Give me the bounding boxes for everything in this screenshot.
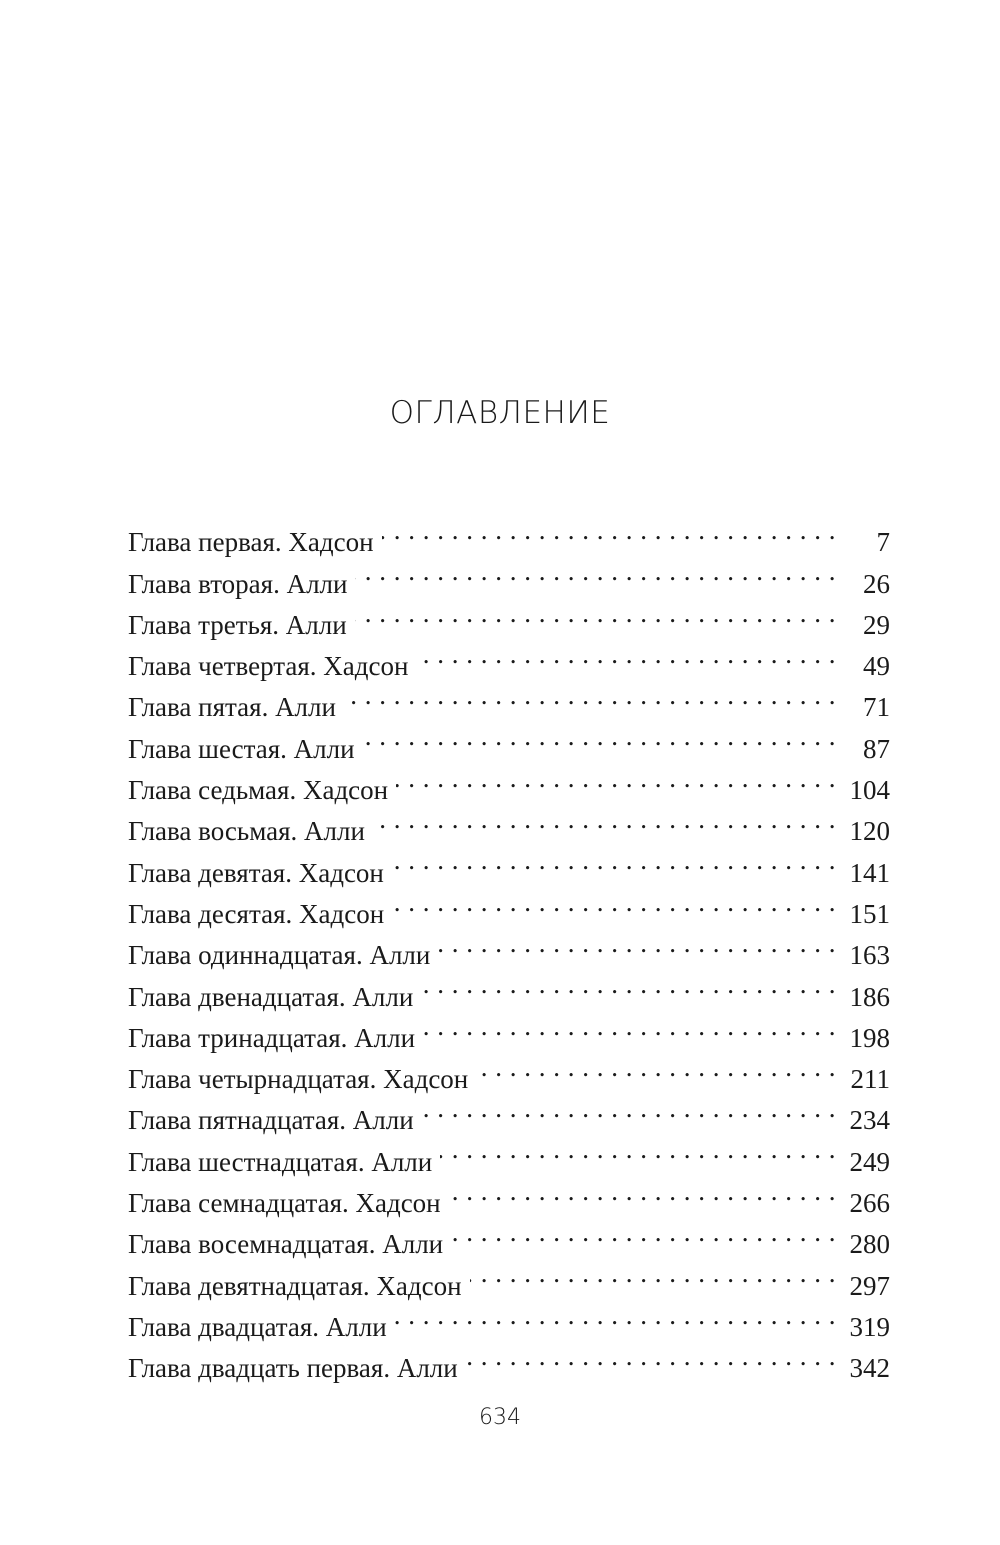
toc-entry-title: Глава пятнадцатая. Алли	[128, 1105, 414, 1136]
toc-entry-title: Глава восьмая. Алли	[128, 816, 365, 847]
toc-entry-page: 87	[863, 733, 890, 764]
dot-leader	[395, 1295, 836, 1336]
toc-entry-title: Глава первая. Хадсон	[128, 527, 374, 558]
dot-leader	[392, 882, 836, 923]
toc-entry-page: 319	[849, 1311, 890, 1342]
toc-entry-title: Глава шестнадцатая. Алли	[128, 1146, 433, 1177]
dot-leader	[451, 1212, 836, 1253]
toc-entry-title: Глава седьмая. Хадсон	[128, 775, 389, 806]
toc-entry-title: Глава девятнадцатая. Хадсон	[128, 1270, 462, 1301]
toc-entry-title: Глава третья. Алли	[128, 609, 347, 640]
toc-entry-title: Глава двадцать первая. Алли	[128, 1353, 458, 1384]
toc-entry-page: 211	[850, 1064, 890, 1095]
toc-entry-page: 163	[849, 940, 890, 971]
toc-entry-page: 342	[849, 1353, 890, 1384]
dot-leader	[392, 840, 836, 881]
dot-leader	[421, 964, 836, 1005]
toc-entry-page: 7	[876, 527, 890, 558]
dot-leader	[470, 1253, 836, 1294]
toc-entry-page: 234	[849, 1105, 890, 1136]
toc-entry-title: Глава четвертая. Хадсон	[128, 651, 409, 682]
toc-entry-page: 26	[863, 568, 890, 599]
dot-leader	[382, 510, 836, 551]
toc-entry-page: 29	[863, 609, 890, 640]
toc-entry-title: Глава девятая. Хадсон	[128, 857, 384, 888]
toc-entry-title: Глава одиннадцатая. Алли	[128, 940, 431, 971]
toc-entry	[128, 510, 890, 558]
dot-leader	[363, 716, 836, 757]
dot-leader	[466, 1336, 836, 1377]
toc-entry-title: Глава пятая. Алли	[128, 692, 336, 723]
dot-leader	[440, 1129, 836, 1170]
toc-entry-title: Глава тринадцатая. Алли	[128, 1022, 416, 1053]
dot-leader	[355, 593, 836, 634]
toc-entry-page: 71	[863, 692, 890, 723]
dot-leader	[423, 1006, 836, 1047]
toc-entry-page: 186	[849, 981, 890, 1012]
toc-entry-page: 151	[849, 898, 890, 929]
toc-entry-page: 297	[849, 1270, 890, 1301]
toc-entry-page: 266	[849, 1188, 890, 1219]
toc-entry-title: Глава вторая. Алли	[128, 568, 348, 599]
dot-leader	[449, 1171, 836, 1212]
page-number: 634	[479, 1405, 521, 1430]
toc-entry-title: Глава двенадцатая. Алли	[128, 981, 414, 1012]
toc-entry-page: 141	[849, 857, 890, 888]
toc-entry-title: Глава восемнадцатая. Алли	[128, 1229, 444, 1260]
toc-entry-page: 120	[849, 816, 890, 847]
table-of-contents	[128, 510, 890, 1384]
dot-leader	[373, 799, 836, 840]
dot-leader	[396, 758, 836, 799]
dot-leader	[476, 1047, 836, 1088]
toc-entry-title: Глава двадцатая. Алли	[128, 1311, 387, 1342]
toc-entry-page: 198	[849, 1022, 890, 1053]
dot-leader	[422, 1088, 836, 1129]
toc-entry-page: 249	[849, 1146, 890, 1177]
dot-leader	[416, 634, 836, 675]
toc-entry-page: 49	[863, 651, 890, 682]
toc-entry-page: 280	[849, 1229, 890, 1260]
page-title: ОГЛАВЛЕНИЕ	[389, 395, 611, 431]
toc-entry-title: Глава четырнадцатая. Хадсон	[128, 1064, 469, 1095]
toc-entry-page: 104	[849, 775, 890, 806]
dot-leader	[438, 923, 836, 964]
dot-leader	[344, 675, 836, 716]
toc-entry-title: Глава десятая. Хадсон	[128, 898, 385, 929]
toc-entry-title: Глава семнадцатая. Хадсон	[128, 1188, 441, 1219]
toc-entry-title: Глава шестая. Алли	[128, 733, 355, 764]
dot-leader	[355, 551, 836, 592]
